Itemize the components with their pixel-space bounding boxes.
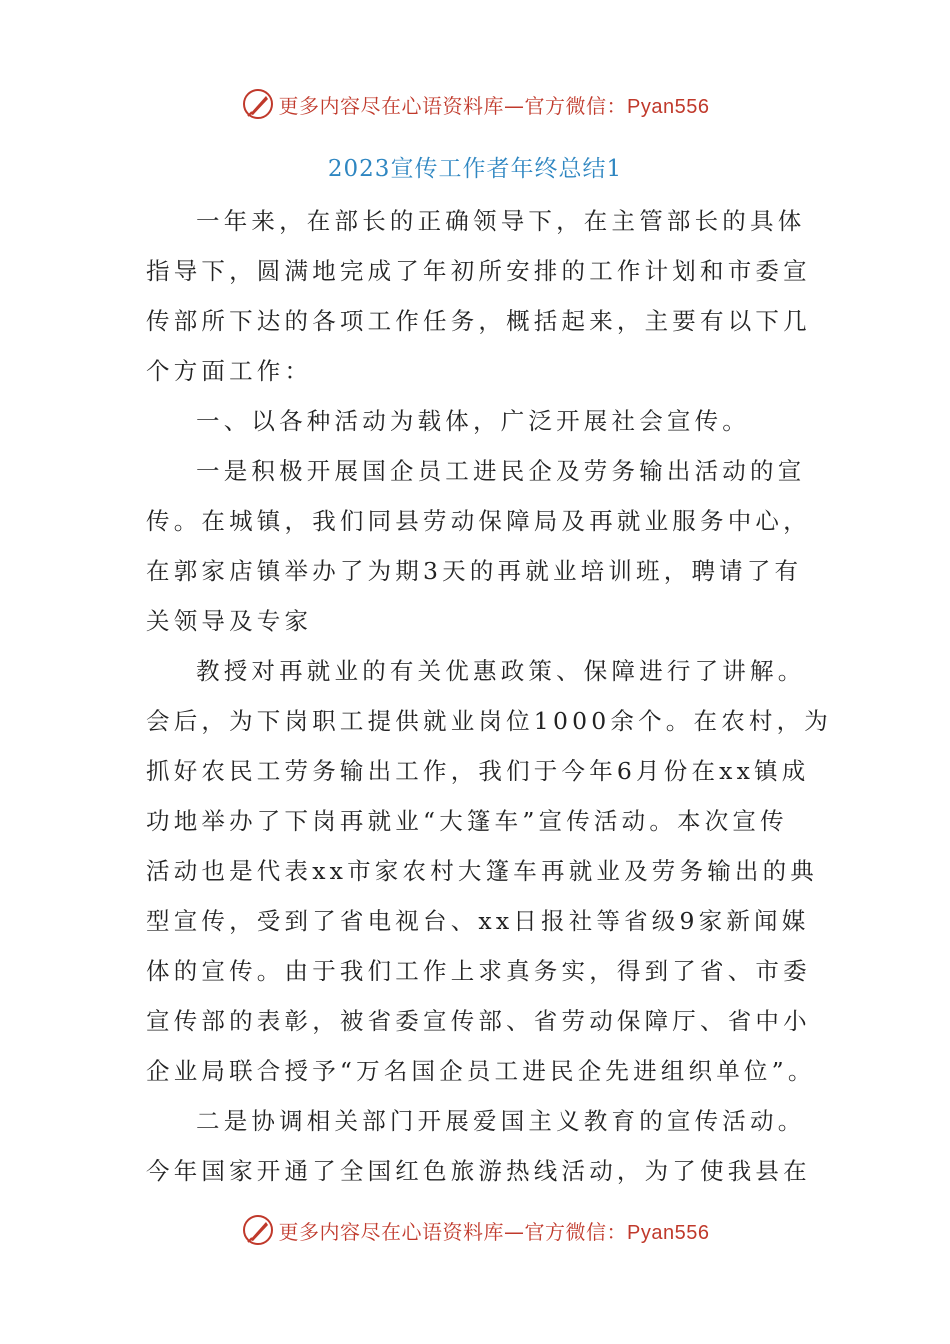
text-line: 一是积极开展国企员工进民企及劳务输出活动的宣 <box>196 457 806 485</box>
header-wechat-id: Pyan556 <box>627 95 710 118</box>
footer-wechat-id: Pyan556 <box>627 1221 710 1244</box>
text-line: 一、以各种活动为载体，广泛开展社会宣传。 <box>196 407 750 435</box>
text-line: 抓好农民工劳务输出工作，我们于今年6月份在xx镇成 <box>146 757 810 785</box>
text-line: 传。在城镇，我们同县劳动保障局及再就业服务中心， <box>146 507 811 535</box>
text-line: 关领导及专家 <box>146 607 313 635</box>
text-line: 传部所下达的各项工作任务，概括起来，主要有以下几 <box>146 307 811 335</box>
text-line: 个方面工作： <box>146 357 313 385</box>
text-line: 活动也是代表xx市家农村大篷车再就业及劳务输出的典 <box>146 857 819 885</box>
text-line: 会后，为下岗职工提供就业岗位1000余个。在农村，为 <box>146 707 833 735</box>
text-line: 型宣传，受到了省电视台、xx日报社等省级9家新闻媒 <box>146 907 810 935</box>
header-banner <box>0 84 950 124</box>
footer-banner <box>0 1210 950 1250</box>
text-line: 指导下，圆满地完成了年初所安排的工作计划和市委宣 <box>146 257 811 285</box>
text-line: 二是协调相关部门开展爱国主义教育的宣传活动。 <box>196 1107 806 1135</box>
document-title: 2023宣传工作者年终总结1 <box>327 156 623 182</box>
header-banner-text: 更多内容尽在心语资料库—官方微信：Pyan556 <box>278 93 710 118</box>
text-line: 功地举办了下岗再就业“大篷车”宣传活动。本次宣传 <box>146 807 788 835</box>
text-line: 教授对再就业的有关优惠政策、保障进行了讲解。 <box>196 657 806 685</box>
text-line: 一年来，在部长的正确领导下，在主管部长的具体 <box>196 207 806 235</box>
text-line: 在郭家店镇举办了为期3天的再就业培训班，聘请了有 <box>146 557 803 585</box>
footer-banner-text: 更多内容尽在心语资料库—官方微信：Pyan556 <box>278 1219 710 1244</box>
quill-logo-icon <box>241 87 275 121</box>
text-line: 今年国家开通了全国红色旅游热线活动，为了使我县在 <box>146 1157 811 1185</box>
text-line: 体的宣传。由于我们工作上求真务实，得到了省、市委 <box>146 957 811 985</box>
text-line: 企业局联合授予“万名国企员工进民企先进组织单位”。 <box>146 1057 816 1085</box>
quill-logo-icon <box>241 1213 275 1247</box>
text-line: 宣传部的表彰，被省委宣传部、省劳动保障厅、省中小 <box>146 1007 811 1035</box>
